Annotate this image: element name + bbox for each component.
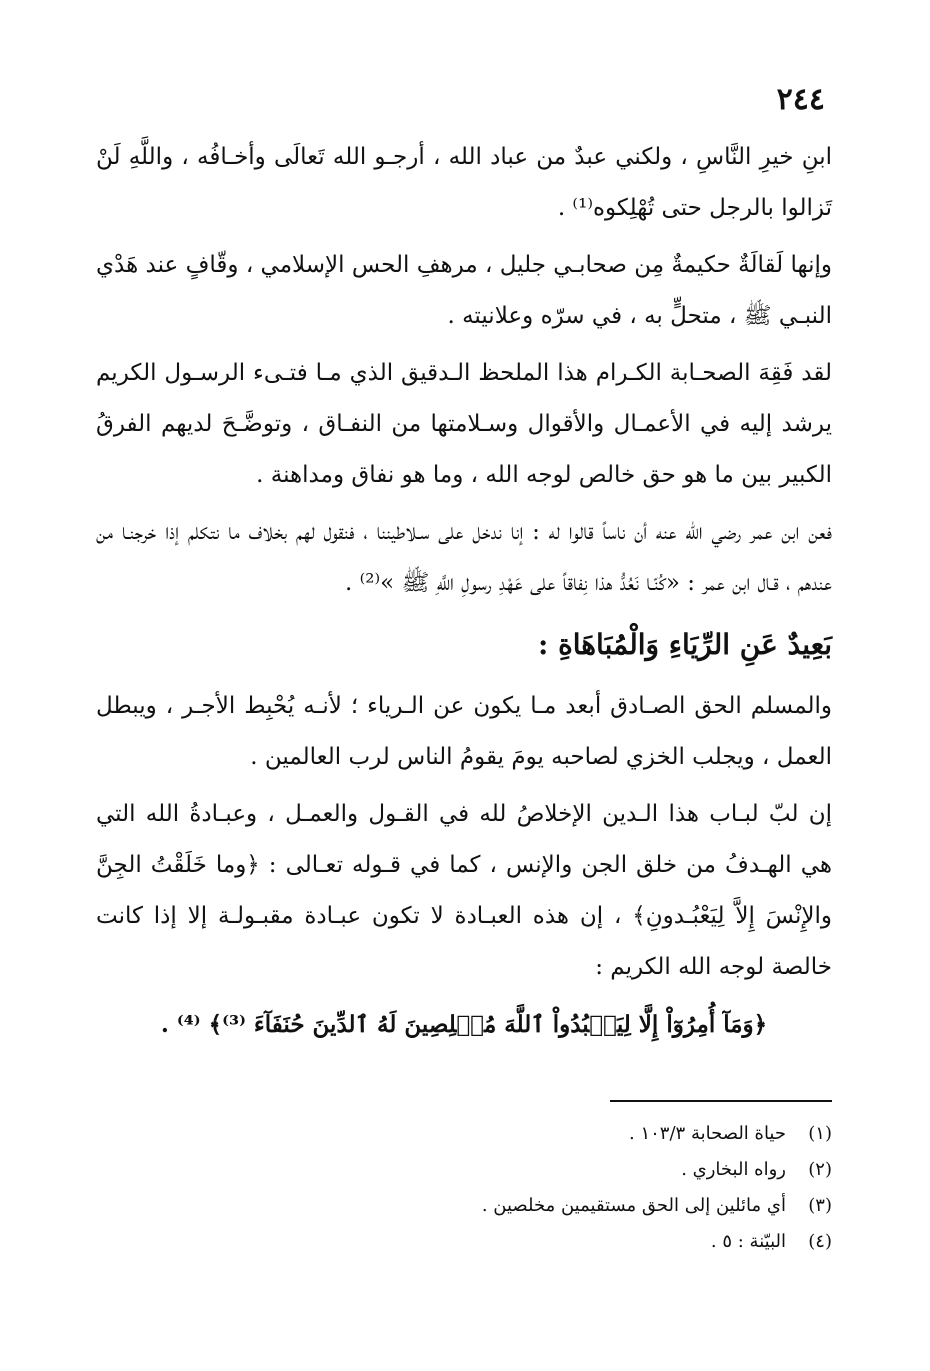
paragraph: إن لبّ لبـاب هذا الـدين الإخلاصُ لله في القـول والعمـل ، وعبـادةُ الله التي هي الهـدفُ من خلق الجن والإنس ، كما في قـوله تعـالى : ﴿وما خَلَقْتُ الجِنَّ والإِنْسَ إِلاَّ لِيَعْبُـدونِ﴾ ، إن هذه العبـادة لا تكون عبـادة مقبـولـة إلا إذا كانت خالصة لوجه الله الكريم : [96,801,832,980]
footnote [232,1188,832,1224]
footnote-number: (١) [808,1123,832,1144]
paragraph: ابنِ خيرِ النَّاسِ ، ولكني عبدٌ من عباد الله ، أرجـو الله تَعالَى وأخـافُه ، واللَّهِ لَنْ تَزالوا بالرجل حتى تُهْلِكوه⁽¹⁾ . [96,144,832,221]
footnote-number: (٢) [808,1159,832,1180]
footnote-text: البيّنة : ٥ . [710,1231,786,1252]
footnote-text: أي مائلين إلى الحق مستقيمين مخلصين . [481,1195,786,1216]
paragraph: والمسلم الحق الصـادق أبعد مـا يكون عن الـرياء ؛ لأنـه يُحْبِط الأجـر ، ويبطل العمل ، ويجلب الخزي لصاحبه يومَ يقومُ الناس لرب العالمين . [96,693,832,770]
main-text [96,132,832,1050]
footnotes [232,1116,832,1260]
footnote-number: (٣) [808,1195,832,1216]
footnote [232,1116,832,1152]
footnote [232,1224,832,1260]
paragraph: وإنها لَقالَةٌ حكيمةٌ مِن صحابـي جليل ، مرهفِ الحس الإسلامي ، وقّافٍ عند هَدْي النبـي ﷺ ، متحلٍّ به ، في سرّه وعلانيته . [96,252,832,329]
footnote-divider [610,1100,832,1102]
footnote-number: (٤) [808,1231,832,1252]
section-heading: بَعِيدٌ عَنِ الرِّيَاءِ وَالْمُبَاهَاةِ : [537,628,832,661]
footnote-text: رواه البخاري . [681,1159,786,1180]
quran-verse: ﴿وَمَآ أُمِرُوٓاْ إِلَّا لِيَعۡبُدُواْ ٱللَّهَ مُخۡلِصِينَ لَهُ ٱلدِّينَ حُنَفَآءَ ⁽³⁾﴾ ⁽⁴⁾ . [160,1011,768,1038]
paragraph: فعن ابن عمر رضي الله عنه أن ناساً قالوا له : إنا ندخل على سـلاطيننا ، فنقول لهم بخلاف ما نتكلم إذا خرجنـا من عندهم ، قـال ابن عمر : «كُنّـا نَعُدُّ هذا نِفاقاً على عَهْدِ رسولِ اللَّهِ ﷺ »⁽²⁾ . [96,519,832,596]
footnote [232,1152,832,1188]
page-number: ٢٤٤ [776,82,825,117]
paragraph: لقد فَقِهَ الصحـابة الكـرام هذا الملحظ الـدقيق الذي مـا فتـىء الرسـول الكريم يرشد إليه في الأعمـال والأقوال وسـلامتها من النفـاق ، وتوضَّـحَ لديهم الفرقُ الكبير بين ما هو حق خالص لوجه الله ، وما هو نفاق ومداهنة . [96,360,832,488]
footnote-text: حياة الصحابة ١٠٣/٣ . [629,1123,786,1144]
